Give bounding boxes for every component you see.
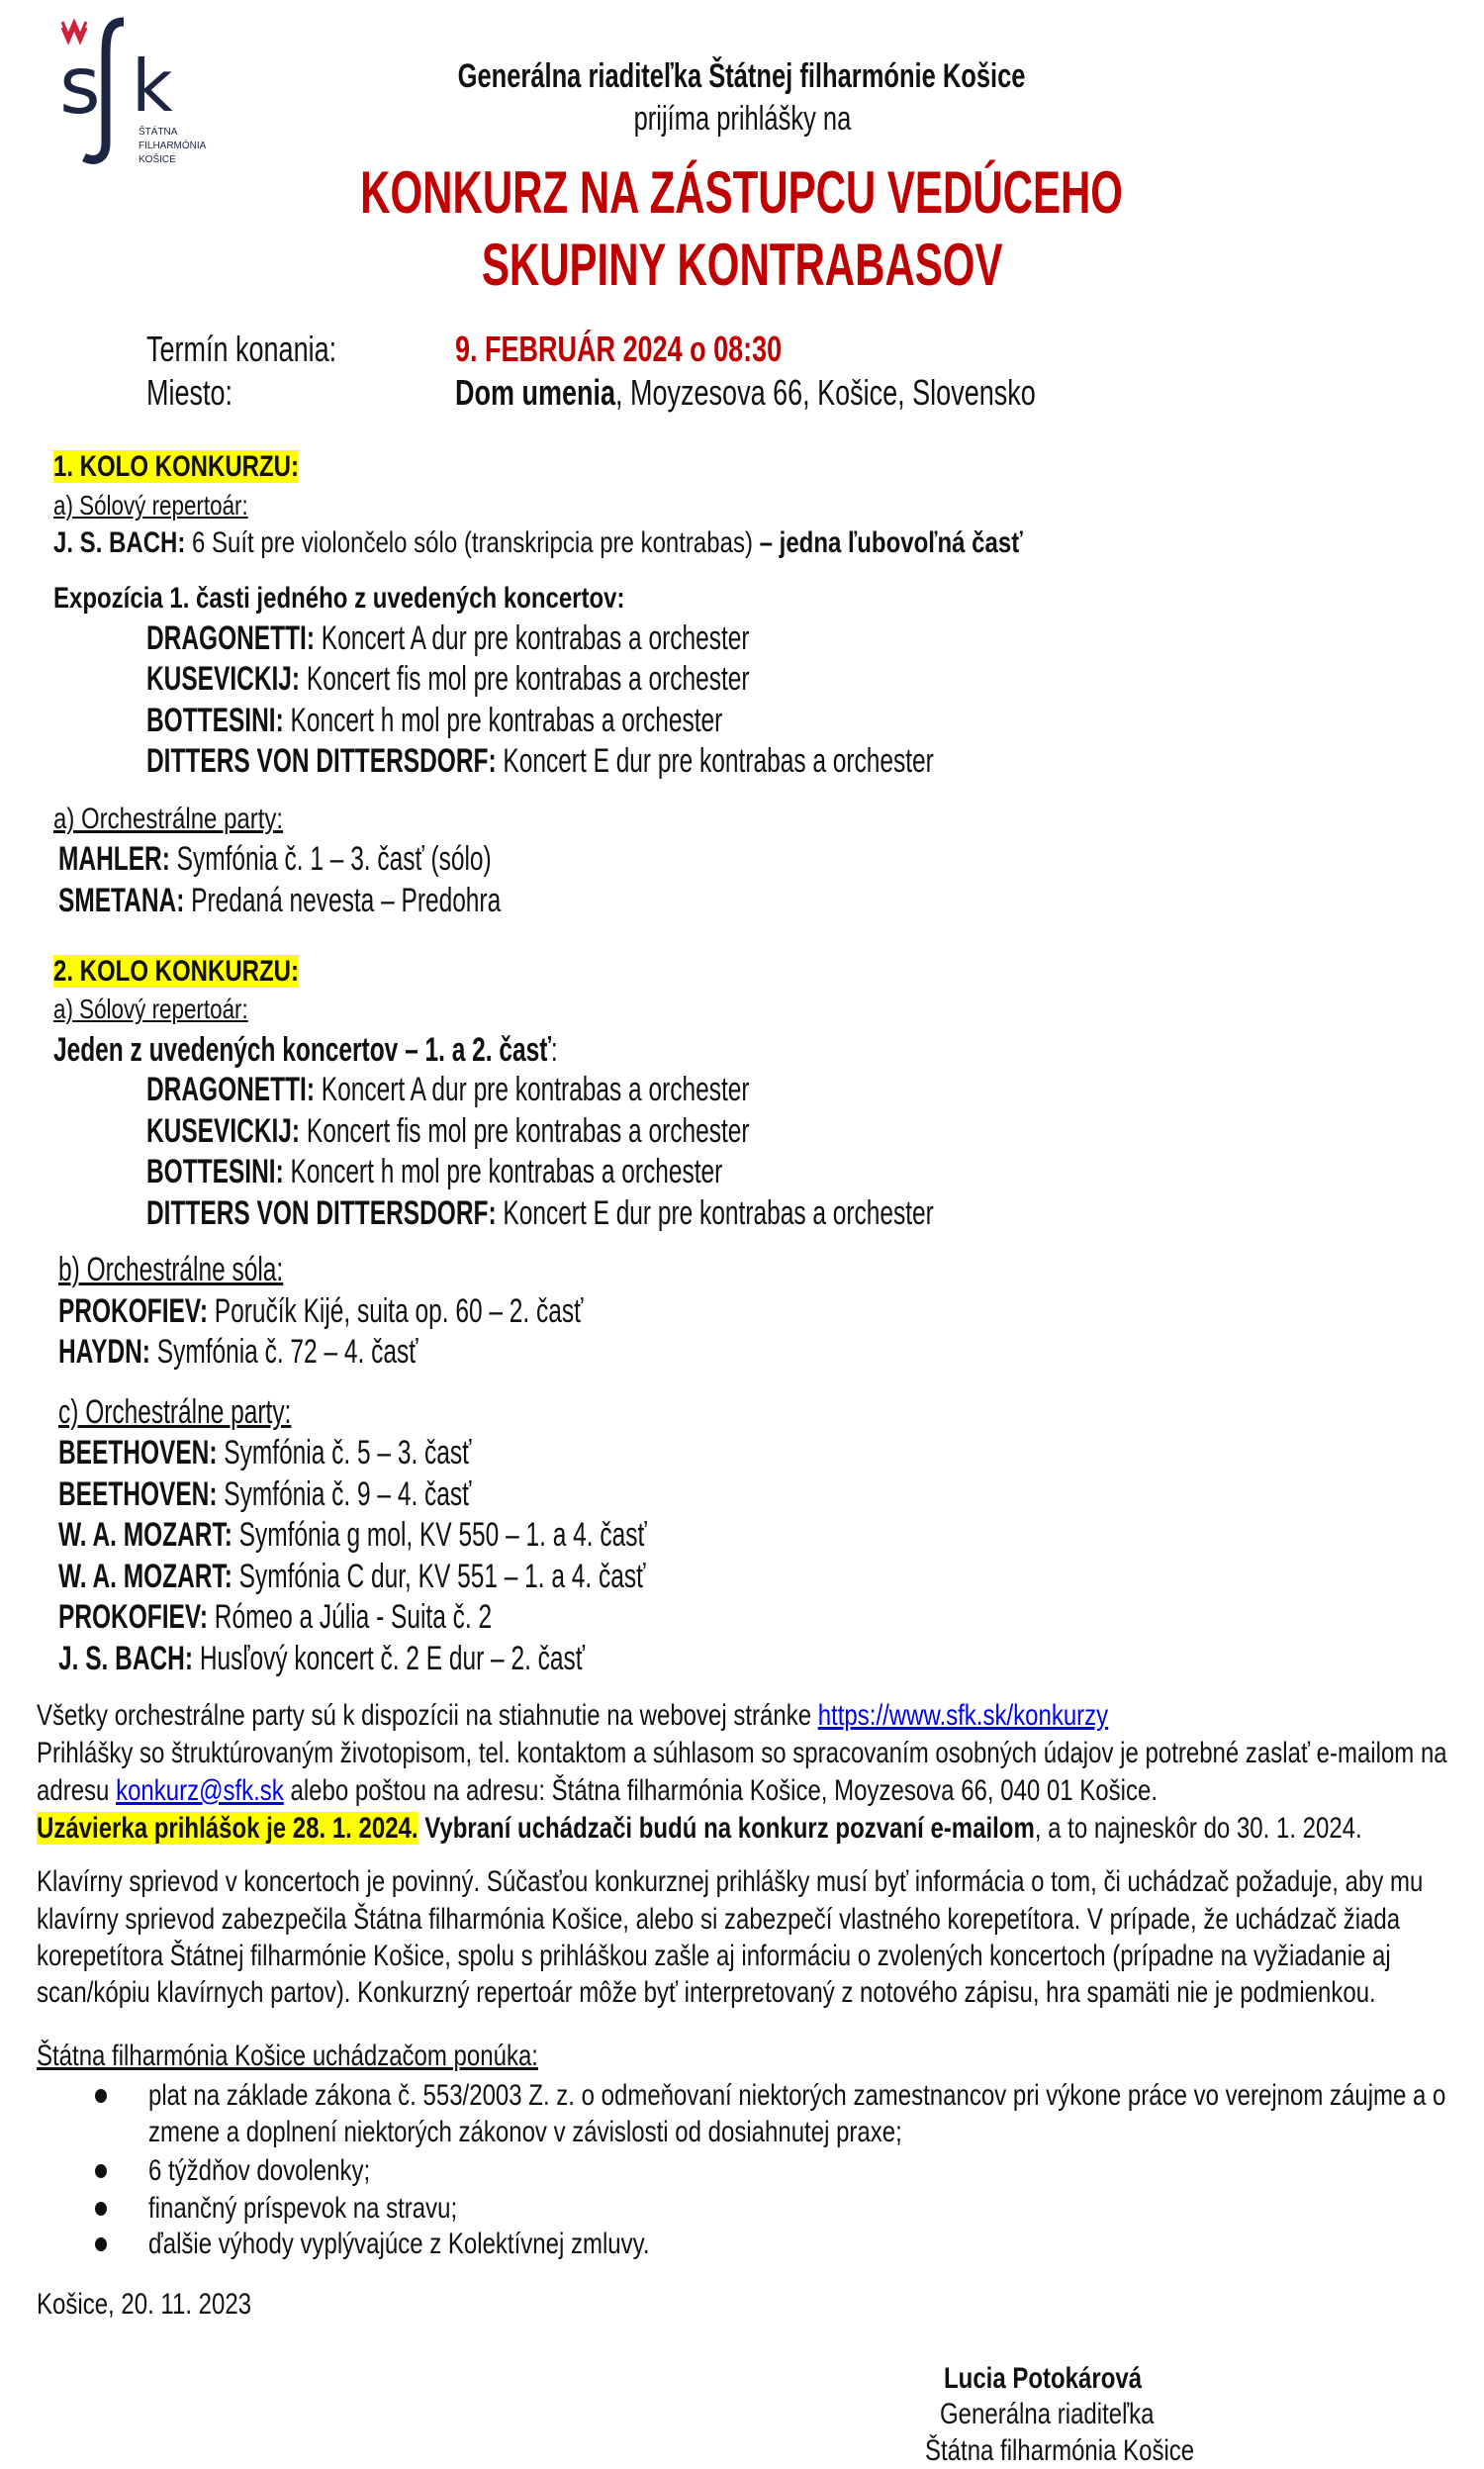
apply-note-line2: adresu konkurz@sfk.sk alebo poštou na adresu: Štátna filharmónia Košice, Moyzesova 66, 040 01 Košice.: [37, 1774, 1159, 1807]
orch-item: MAHLER: Symfónia č. 1 – 3. časť (sólo): [58, 840, 492, 878]
download-note: Všetky orchestrálne party sú k dispozícii na stiahnutie na webovej stránke https://www.sfk.sk/konkurzy: [37, 1699, 1109, 1732]
svg-text:ŠTÁTNA: ŠTÁTNA: [139, 127, 178, 138]
bullet-icon: [95, 2164, 107, 2178]
solo-item: HAYDN: Symfónia č. 72 – 4. časť: [58, 1333, 418, 1371]
concerto-item: KUSEVICKIJ: Koncert fis mol pre kontrabas a orchester: [146, 1112, 750, 1150]
part-item: PROKOFIEV: Rómeo a Júlia - Suita č. 2: [58, 1598, 493, 1636]
round2-title: 2. KOLO KONKURZU:: [53, 955, 299, 988]
signer-name: Lucia Potokárová: [944, 2362, 1143, 2395]
piano-note-line: klavírny sprievod zabezpečila Štátna filharmónia Košice, alebo si zabezpečí vlastného korepetítora. V prípade, že uchádzač žiada: [37, 1903, 1401, 1936]
round1-bach: J. S. BACH: 6 Suít pre violončelo sólo (transkripcia pre kontrabas) – jedna ľubovoľná časť: [53, 526, 1023, 559]
round1-title: 1. KOLO KONKURZU:: [53, 450, 299, 483]
concerto-item: KUSEVICKIJ: Koncert fis mol pre kontrabas a orchester: [146, 660, 750, 698]
piano-note-line: Klavírny sprievod v koncertoch je povinný. Súčasťou konkurznej prihlášky musí byť informácia o tom, či uchádzač požaduje, aby mu: [37, 1865, 1424, 1898]
title-line2: SKUPINY KONTRABASOV: [481, 232, 1003, 298]
signer-role: Generálna riaditeľka: [940, 2398, 1155, 2430]
concerto-item: DITTERS VON DITTERSDORF: Koncert E dur pre kontrabas a orchester: [146, 1194, 934, 1232]
header-line1: Generálna riaditeľka Štátnej filharmónie Košice: [458, 57, 1026, 95]
part-item: W. A. MOZART: Symfónia g mol, KV 550 – 1. a 4. časť: [58, 1516, 647, 1554]
round2-parts-label: c) Orchestrálne party:: [58, 1393, 292, 1431]
round1-orch-label: a) Orchestrálne party:: [53, 803, 284, 835]
svg-text:k: k: [132, 45, 173, 128]
part-item: BEETHOVEN: Symfónia č. 9 – 4. časť: [58, 1475, 472, 1513]
date-value: 9. FEBRUÁR 2024 o 08:30: [455, 329, 783, 369]
konkurzy-link[interactable]: https://www.sfk.sk/konkurzy: [817, 1699, 1109, 1732]
email-link[interactable]: konkurz@sfk.sk: [116, 1774, 284, 1807]
svg-text:KOŠICE: KOŠICE: [139, 154, 176, 165]
offer-item-continued: zmene a doplnení niektorých zákonov v závislosti od dosiahnutej praxe;: [148, 2116, 902, 2148]
part-item: J. S. BACH: Husľový koncert č. 2 E dur – 2. časť: [58, 1640, 585, 1677]
date-label: Termín konania:: [146, 329, 337, 369]
deadline-note: Uzávierka prihlášok je 28. 1. 2024. Vybraní uchádzači budú na konkurz pozvaní e-mailom, a to najneskôr do 30. 1. 2024.: [37, 1812, 1362, 1845]
piano-note-line: korepetítora Štátnej filharmónie Košice, spolu s prihláškou zašle aj informáciu o zvolených koncertoch (prípadne na vyžiadanie aj: [37, 1940, 1391, 1972]
offer-item: plat na základe zákona č. 553/2003 Z. z. o odmeňovaní niektorých zamestnancov pri výkone práce vo verejnom záujme a o: [148, 2079, 1446, 2112]
round2-solo-label: a) Sólový repertoár:: [53, 994, 248, 1024]
solo-item: PROKOFIEV: Poručík Kijé, suita op. 60 – 2. časť: [58, 1292, 584, 1330]
header-line2: prijíma prihlášky na: [633, 100, 851, 138]
round2-intro: Jeden z uvedených koncertov – 1. a 2. časť:: [53, 1031, 558, 1069]
offer-title: Štátna filharmónia Košice uchádzačom ponúka:: [37, 2040, 538, 2072]
concerto-item: DITTERS VON DITTERSDORF: Koncert E dur pre kontrabas a orchester: [146, 742, 934, 780]
svg-text:FILHARMÓNIA: FILHARMÓNIA: [139, 141, 207, 151]
apply-note-line1: Prihlášky so štruktúrovaným životopisom, tel. kontaktom a súhlasom so spracovaním osobných údajov je potrebné zaslať e-mailom na: [37, 1737, 1447, 1769]
concerto-item: DRAGONETTI: Koncert A dur pre kontrabas a orchester: [146, 1071, 750, 1108]
orch-item: SMETANA: Predaná nevesta – Predohra: [58, 882, 502, 919]
bullet-icon: [95, 2202, 107, 2216]
bullet-icon: [95, 2237, 107, 2251]
piano-note-line: scan/kópiu klavírnych partov). Konkurzný repertoár môže byť interpretovaný z notového zápisu, hra spamäti nie je podmienkou.: [37, 1976, 1376, 2009]
part-item: BEETHOVEN: Symfónia č. 5 – 3. časť: [58, 1434, 472, 1472]
place-value: Dom umenia, Moyzesova 66, Košice, Slovensko: [455, 372, 1036, 413]
concerto-item: BOTTESINI: Koncert h mol pre kontrabas a orchester: [146, 1153, 723, 1190]
place-date: Košice, 20. 11. 2023: [37, 2288, 252, 2321]
round1-solo-label: a) Sólový repertoár:: [53, 490, 248, 521]
round2-solos-label: b) Orchestrálne sóla:: [58, 1251, 284, 1288]
offer-item: 6 týždňov dovolenky;: [148, 2154, 371, 2187]
concerto-item: DRAGONETTI: Koncert A dur pre kontrabas a orchester: [146, 619, 750, 657]
bullet-icon: [95, 2089, 107, 2103]
concerto-item: BOTTESINI: Koncert h mol pre kontrabas a orchester: [146, 702, 723, 739]
signer-org: Štátna filharmónia Košice: [925, 2434, 1195, 2467]
offer-item: finančný príspevok na stravu;: [148, 2192, 458, 2225]
part-item: W. A. MOZART: Symfónia C dur, KV 551 – 1. a 4. časť: [58, 1558, 646, 1595]
round1-expo: Expozícia 1. časti jedného z uvedených koncertov:: [53, 582, 625, 615]
offer-item: ďalšie výhody vyplývajúce z Kolektívnej zmluvy.: [148, 2228, 650, 2260]
place-label: Miesto:: [146, 372, 233, 413]
title-line1: KONKURZ NA ZÁSTUPCU VEDÚCEHO: [360, 159, 1124, 226]
svg-text:s: s: [59, 40, 101, 132]
